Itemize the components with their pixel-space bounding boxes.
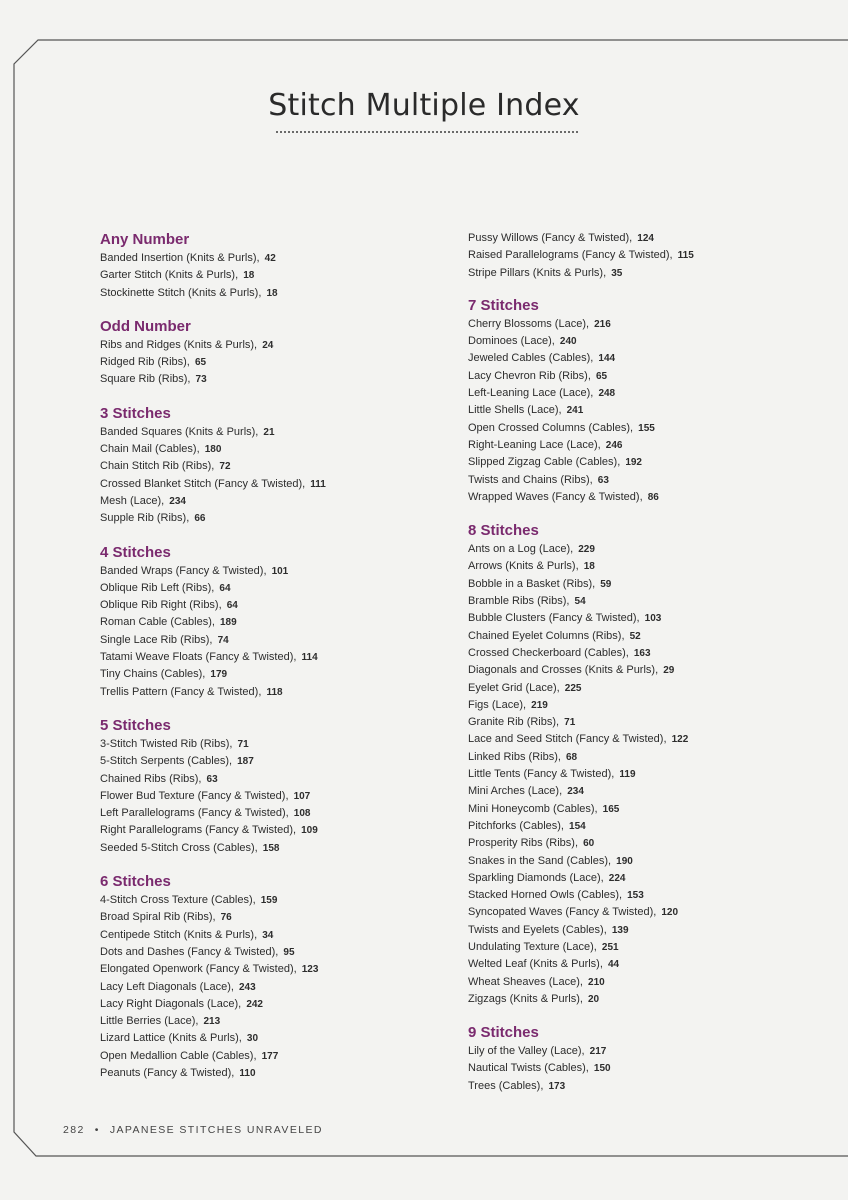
entry-page-number: 179: [210, 669, 228, 681]
entry-page-number: 110: [239, 1067, 256, 1079]
entry-name: Wheat Sheaves (Lace),: [468, 975, 583, 988]
entry-name: Crossed Blanket Stitch (Fancy & Twisted),: [100, 477, 306, 490]
index-entry: [100, 909, 440, 926]
entry-page-number: 115: [677, 250, 694, 262]
index-entry: [100, 285, 440, 302]
index-entry: [100, 996, 440, 1013]
entry-name: Lace and Seed Stitch (Fancy & Twisted),: [468, 733, 667, 746]
index-entry: [468, 558, 808, 575]
entry-name: Roman Cable (Cables),: [100, 616, 215, 629]
entry-name: Ants on a Log (Lace),: [468, 543, 574, 556]
entry-name: Lizard Lattice (Knits & Purls),: [100, 1032, 242, 1045]
index-entry: [468, 870, 808, 887]
entry-page-number: 139: [611, 924, 629, 936]
entry-name: Mini Honeycomb (Cables),: [468, 802, 598, 815]
entry-name: 3-Stitch Twisted Rib (Ribs),: [100, 737, 233, 750]
index-entry: [100, 250, 440, 267]
entry-page-number: 76: [220, 912, 232, 924]
entry-name: Open Crossed Columns (Cables),: [468, 421, 634, 434]
index-entry: [468, 316, 808, 333]
entry-name: Lacy Chevron Rib (Ribs),: [468, 369, 591, 382]
section-heading: 7 Stitches: [468, 296, 539, 314]
entry-page-number: 190: [616, 855, 633, 867]
entry-page-number: 219: [531, 699, 548, 711]
index-entry: [468, 247, 808, 264]
entry-page-number: 144: [598, 353, 616, 365]
entry-name: Diagonals and Crosses (Knits & Purls),: [468, 664, 659, 677]
entry-name: Little Berries (Lace),: [100, 1015, 199, 1028]
entry-page-number: 213: [203, 1016, 221, 1028]
title-dotted-rule: [276, 131, 578, 133]
index-entry: [468, 593, 808, 610]
entry-name: Tiny Chains (Cables),: [100, 668, 206, 681]
entry-page-number: 229: [578, 544, 595, 556]
index-entry: [100, 1048, 440, 1065]
index-entry: [468, 576, 808, 593]
entry-name: Banded Insertion (Knits & Purls),: [100, 252, 260, 264]
entry-page-number: 210: [588, 976, 605, 988]
index-entry: [100, 371, 440, 388]
entry-name: Twists and Chains (Ribs),: [468, 473, 593, 486]
entry-name: Garter Stitch (Knits & Purls),: [100, 269, 239, 282]
index-entry: [100, 649, 440, 666]
entry-name: Wrapped Waves (Fancy & Twisted),: [468, 490, 643, 503]
entry-name: Slipped Zigzag Cable (Cables),: [468, 456, 621, 469]
entry-page-number: 109: [301, 825, 318, 837]
index-entry: [468, 922, 808, 939]
index-entry: [100, 476, 440, 493]
entry-name: Nautical Twists (Cables),: [468, 1062, 589, 1075]
entry-page-number: 107: [293, 790, 311, 802]
entry-name: Elongated Openwork (Fancy & Twisted),: [100, 963, 297, 976]
entry-page-number: 21: [263, 426, 275, 438]
entry-page-number: 35: [611, 267, 623, 279]
entry-page-number: 18: [266, 287, 278, 299]
entry-page-number: 165: [602, 803, 620, 815]
entry-page-number: 242: [246, 998, 263, 1010]
index-entry: [468, 385, 808, 402]
entry-page-number: 24: [262, 339, 274, 351]
index-entry: [468, 1060, 808, 1077]
entry-name: Prosperity Ribs (Ribs),: [468, 837, 579, 850]
index-entry: [100, 840, 440, 857]
entry-name: Stripe Pillars (Knits & Purls),: [468, 266, 607, 279]
index-entry: [468, 783, 808, 800]
entry-page-number: 60: [583, 838, 595, 850]
entry-name: Zigzags (Knits & Purls),: [468, 992, 583, 1005]
index-entry: [100, 563, 440, 580]
entry-page-number: 73: [195, 374, 207, 386]
index-entry: [100, 736, 440, 753]
entry-page-number: 20: [587, 993, 600, 1005]
entry-name: Ridged Rib (Ribs),: [100, 356, 190, 369]
index-entry: [100, 892, 440, 909]
entry-page-number: 18: [583, 561, 595, 573]
page-title: Stitch Multiple Index: [268, 88, 580, 123]
entry-page-number: 103: [644, 613, 662, 625]
entry-page-number: 30: [246, 1033, 259, 1045]
entry-name: Sparkling Diamonds (Lace),: [468, 871, 604, 884]
entry-page-number: 189: [220, 617, 237, 629]
entry-name: Granite Rib (Ribs),: [468, 716, 560, 729]
entry-page-number: 187: [237, 756, 254, 768]
entry-name: Supple Rib (Ribs),: [100, 512, 190, 525]
index-entry: [468, 420, 808, 437]
entry-page-number: 59: [600, 578, 612, 590]
index-entry: [100, 822, 440, 839]
entry-page-number: 72: [219, 461, 231, 473]
index-entry: [100, 666, 440, 683]
index-entry: [468, 749, 808, 766]
entry-name: Crossed Checkerboard (Cables),: [468, 646, 629, 659]
index-entry: [468, 662, 808, 679]
index-entry: [468, 454, 808, 471]
entry-name: Chained Ribs (Ribs),: [100, 772, 202, 785]
entry-page-number: 122: [671, 734, 689, 746]
entry-page-number: 153: [627, 890, 644, 902]
entry-page-number: 251: [601, 941, 619, 953]
entry-page-number: 180: [204, 444, 222, 456]
entry-name: Chain Mail (Cables),: [100, 443, 200, 456]
entry-name: Raised Parallelograms (Fancy & Twisted),: [468, 249, 673, 262]
entry-page-number: 246: [605, 439, 623, 451]
entry-name: Mesh (Lace),: [100, 494, 165, 507]
entry-name: Oblique Rib Right (Ribs),: [100, 599, 222, 612]
index-entry: [468, 610, 808, 627]
entry-page-number: 63: [206, 773, 218, 785]
entry-page-number: 173: [548, 1080, 566, 1092]
entry-name: Bubble Clusters (Fancy & Twisted),: [468, 612, 640, 625]
section-heading: 8 Stitches: [468, 522, 539, 540]
entry-name: Seeded 5-Stitch Cross (Cables),: [100, 841, 258, 854]
entry-name: Lacy Left Diagonals (Lace),: [100, 980, 234, 993]
index-entry: [100, 424, 440, 441]
entry-name: 4-Stitch Cross Texture (Cables),: [100, 894, 256, 907]
entry-name: Chain Stitch Rib (Ribs),: [100, 460, 215, 473]
entry-page-number: 177: [261, 1050, 279, 1062]
right-column: [468, 230, 808, 1095]
index-entry: [468, 628, 808, 645]
entry-name: Lacy Right Diagonals (Lace),: [100, 997, 242, 1010]
index-entry: [100, 1065, 440, 1082]
entry-name: Tatami Weave Floats (Fancy & Twisted),: [100, 651, 297, 664]
entry-name: Right Parallelograms (Fancy & Twisted),: [100, 824, 297, 837]
entry-page-number: 86: [647, 491, 659, 503]
entry-page-number: 225: [564, 682, 582, 694]
index-entry: [100, 927, 440, 944]
entry-name: Bobble in a Basket (Ribs),: [468, 577, 596, 590]
entry-page-number: 154: [569, 820, 586, 832]
index-entry: [468, 887, 808, 904]
index-entry: [100, 1030, 440, 1047]
index-entry: [100, 597, 440, 614]
index-entry: [468, 489, 808, 506]
entry-page-number: 64: [219, 582, 231, 594]
index-entry: [468, 230, 808, 247]
index-entry: [468, 818, 808, 835]
index-entry: [100, 961, 440, 978]
entry-name: Dots and Dashes (Fancy & Twisted),: [100, 945, 279, 958]
entry-name: Left Parallelograms (Fancy & Twisted),: [100, 807, 289, 820]
entry-name: Snakes in the Sand (Cables),: [468, 854, 612, 867]
entry-name: Open Medallion Cable (Cables),: [100, 1049, 257, 1062]
entry-name: Jeweled Cables (Cables),: [468, 352, 594, 365]
index-entry: [100, 458, 440, 475]
entry-page-number: 248: [598, 388, 616, 400]
entry-name: Left-Leaning Lace (Lace),: [468, 387, 594, 400]
section-heading: 3 Stitches: [100, 404, 171, 422]
index-entry: [100, 1013, 440, 1030]
entry-name: Right-Leaning Lace (Lace),: [468, 438, 601, 451]
page-number: 282: [63, 1124, 85, 1136]
entry-name: Trellis Pattern (Fancy & Twisted),: [100, 685, 262, 698]
index-entry: [468, 731, 808, 748]
entry-page-number: 155: [638, 422, 655, 434]
entry-page-number: 217: [589, 1046, 607, 1058]
index-entry: [100, 493, 440, 510]
entry-name: Mini Arches (Lace),: [468, 785, 563, 798]
entry-page-number: 124: [637, 233, 654, 244]
section-heading: Odd Number: [100, 317, 191, 335]
entry-page-number: 52: [629, 630, 641, 642]
entry-page-number: 65: [194, 357, 207, 369]
index-entry: [468, 904, 808, 921]
entry-page-number: 101: [271, 565, 289, 577]
index-entry: [468, 541, 808, 558]
entry-name: Stacked Horned Owls (Cables),: [468, 889, 623, 902]
index-entry: [468, 402, 808, 419]
book-title: JAPANESE STITCHES UNRAVELED: [109, 1124, 323, 1136]
index-entry: [100, 753, 440, 770]
entry-page-number: 234: [567, 786, 584, 798]
entry-page-number: 74: [217, 634, 229, 646]
entry-page-number: 95: [283, 946, 295, 958]
entry-name: Flower Bud Texture (Fancy & Twisted),: [100, 789, 289, 802]
index-entry: [100, 354, 440, 371]
entry-page-number: 18: [243, 270, 255, 282]
index-entry: [100, 944, 440, 961]
entry-name: Cherry Blossoms (Lace),: [468, 317, 590, 330]
entry-name: Welted Leaf (Knits & Purls),: [468, 958, 603, 971]
index-entry: [468, 645, 808, 662]
index-entry: [468, 939, 808, 956]
entry-name: Ribs and Ridges (Knits & Purls),: [100, 338, 258, 351]
entry-page-number: 63: [597, 474, 609, 486]
entry-page-number: 71: [237, 738, 249, 750]
entry-page-number: 118: [266, 686, 283, 698]
entry-name: Syncopated Waves (Fancy & Twisted),: [468, 906, 657, 919]
index-entry: [468, 835, 808, 852]
entry-name: Undulating Texture (Lace),: [468, 940, 597, 953]
entry-name: Chained Eyelet Columns (Ribs),: [468, 629, 625, 642]
entry-name: Single Lace Rib (Ribs),: [100, 633, 213, 646]
entry-name: Banded Squares (Knits & Purls),: [100, 425, 259, 438]
entry-page-number: 54: [574, 596, 586, 608]
entry-name: Pussy Willows (Fancy & Twisted),: [468, 232, 633, 244]
index-entry: [468, 697, 808, 714]
entry-page-number: 65: [595, 370, 608, 382]
entry-name: Dominoes (Lace),: [468, 335, 555, 348]
index-entry: [100, 632, 440, 649]
index-entry: [100, 684, 440, 701]
entry-name: Square Rib (Ribs),: [100, 373, 191, 386]
entry-page-number: 44: [607, 959, 620, 971]
entry-name: Pitchforks (Cables),: [468, 819, 564, 832]
section-heading: Any Number: [100, 231, 190, 248]
entry-page-number: 159: [260, 895, 278, 907]
entry-page-number: 241: [566, 405, 584, 417]
entry-page-number: 120: [661, 907, 679, 919]
entry-name: Peanuts (Fancy & Twisted),: [100, 1066, 235, 1079]
entry-page-number: 64: [226, 600, 238, 612]
entry-name: Twists and Eyelets (Cables),: [468, 923, 607, 936]
entry-page-number: 42: [264, 253, 276, 264]
index-entry: [100, 510, 440, 527]
entry-name: Centipede Stitch (Knits & Purls),: [100, 928, 258, 941]
entry-page-number: 224: [608, 872, 626, 884]
entry-page-number: 34: [262, 929, 274, 941]
footer-separator: •: [94, 1124, 100, 1136]
entry-page-number: 234: [169, 495, 186, 507]
entry-page-number: 240: [559, 336, 577, 348]
index-entry: [100, 788, 440, 805]
entry-name: Bramble Ribs (Ribs),: [468, 595, 570, 608]
section-heading: 5 Stitches: [100, 716, 171, 734]
entry-name: Broad Spiral Rib (Ribs),: [100, 911, 216, 924]
entry-name: Stockinette Stitch (Knits & Purls),: [100, 286, 262, 299]
entry-page-number: 111: [310, 478, 326, 490]
entry-page-number: 68: [565, 751, 578, 763]
index-entry: [100, 979, 440, 996]
index-entry: [468, 472, 808, 489]
section-heading: 6 Stitches: [100, 873, 171, 891]
index-entry: [468, 956, 808, 973]
index-entry: [468, 368, 808, 385]
entry-name: Trees (Cables),: [468, 1079, 544, 1092]
entry-name: Little Tents (Fancy & Twisted),: [468, 768, 615, 781]
entry-page-number: 192: [625, 457, 642, 469]
entry-name: Little Shells (Lace),: [468, 404, 562, 417]
entry-name: Lily of the Valley (Lace),: [468, 1045, 585, 1058]
page-footer: [63, 1124, 323, 1136]
index-entry: [468, 437, 808, 454]
index-entry: [468, 265, 808, 282]
entry-page-number: 123: [301, 964, 319, 976]
entry-page-number: 216: [594, 318, 611, 330]
index-entry: [468, 974, 808, 991]
index-entry: [468, 680, 808, 697]
index-entry: [468, 991, 808, 1008]
entry-page-number: 108: [293, 808, 311, 820]
entry-page-number: 163: [633, 647, 651, 659]
entry-page-number: 29: [663, 665, 675, 677]
index-entry: [468, 714, 808, 731]
entry-page-number: 119: [619, 769, 636, 781]
index-entry: [468, 1078, 808, 1095]
entry-page-number: 71: [564, 717, 576, 729]
index-entry: [468, 801, 808, 818]
entry-name: Oblique Rib Left (Ribs),: [100, 581, 215, 594]
index-entry: [100, 580, 440, 597]
left-column: [100, 230, 440, 1082]
entry-page-number: 66: [194, 513, 206, 525]
index-entry: [468, 333, 808, 350]
section-heading: 9 Stitches: [468, 1024, 539, 1042]
entry-name: Linked Ribs (Ribs),: [468, 750, 561, 763]
index-entry: [100, 771, 440, 788]
index-entry: [468, 1043, 808, 1060]
index-entry: [468, 766, 808, 783]
index-entry: [468, 853, 808, 870]
index-entry: [100, 805, 440, 822]
index-entry: [468, 350, 808, 367]
entry-name: Figs (Lace),: [468, 698, 527, 711]
entry-page-number: 243: [238, 981, 256, 993]
entry-name: 5-Stitch Serpents (Cables),: [100, 755, 233, 768]
index-entry: [100, 441, 440, 458]
entry-name: Eyelet Grid (Lace),: [468, 681, 560, 694]
entry-page-number: 150: [593, 1063, 611, 1075]
index-entry: [100, 337, 440, 354]
entry-name: Arrows (Knits & Purls),: [468, 560, 579, 573]
entry-page-number: 114: [301, 652, 318, 664]
index-entry: [100, 267, 440, 284]
entry-page-number: 158: [262, 842, 280, 854]
index-entry: [100, 614, 440, 631]
entry-name: Banded Wraps (Fancy & Twisted),: [100, 564, 267, 577]
section-heading: 4 Stitches: [100, 543, 171, 561]
